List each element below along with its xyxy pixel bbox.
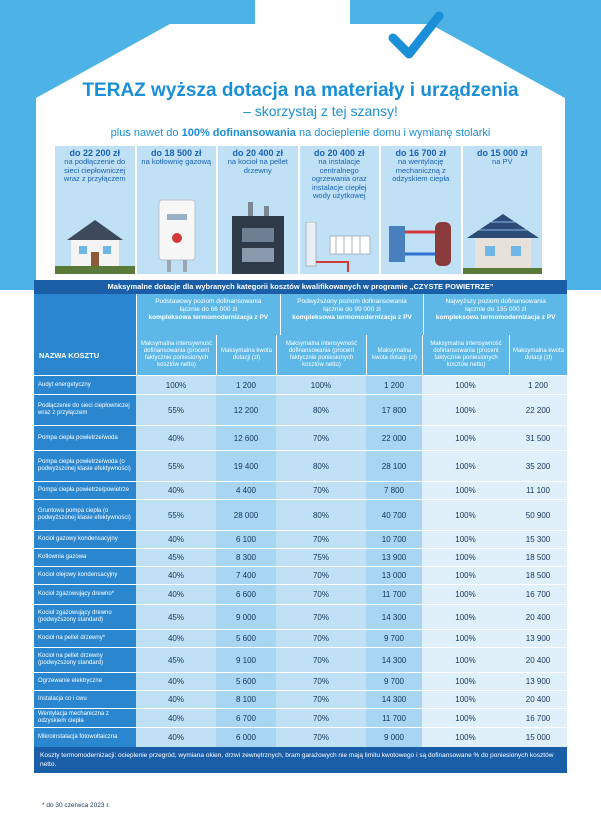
table-cell: 28 000 xyxy=(216,500,276,530)
cost-name: Kocioł zgazowujący drewno (podwyższony standard) xyxy=(34,605,136,629)
sub-amount-2: Maksymalna kwota dotacji (zł) xyxy=(366,335,422,375)
table-cell: 45% xyxy=(136,605,216,629)
table-cell: 55% xyxy=(136,500,216,530)
solar-panel-icon xyxy=(463,204,543,274)
tile-desc: na kotłownię gazową xyxy=(141,157,212,166)
sub-intensity-1: Maksymalna intensywność dofinansowania (procent faktycznie poniesionych kosztów netto) xyxy=(136,335,216,375)
table-cell: 100% xyxy=(422,673,509,690)
table-cell: 40% xyxy=(136,482,216,499)
table-cell: 7 800 xyxy=(366,482,422,499)
table-cell: 100% xyxy=(422,567,509,584)
table-row xyxy=(34,548,567,566)
table-cell: 80% xyxy=(276,451,366,481)
table-cell: 20 400 xyxy=(509,648,567,672)
table-group-header xyxy=(34,294,567,335)
group-l1: Podstawowy poziom dofinansowania xyxy=(155,298,262,305)
table-cell: 14 300 xyxy=(366,648,422,672)
table-cell: 12 600 xyxy=(216,426,276,450)
table-cell: 40% xyxy=(136,567,216,584)
table-row xyxy=(34,394,567,425)
table-cell: 70% xyxy=(276,648,366,672)
table-cell: 5 600 xyxy=(216,673,276,690)
table-cell: 1 200 xyxy=(509,376,567,394)
table-row xyxy=(34,425,567,450)
table-cell: 70% xyxy=(276,426,366,450)
headline: TERAZ wyższa dotacja na materiały i urządzenia xyxy=(82,80,519,101)
table-cell: 40% xyxy=(136,585,216,604)
table-row xyxy=(34,450,567,481)
table-cell: 100% xyxy=(422,691,509,708)
table-cell: 100% xyxy=(422,549,509,566)
table-cell: 45% xyxy=(136,549,216,566)
table-row xyxy=(34,629,567,647)
table-cell: 18 500 xyxy=(509,567,567,584)
table-row xyxy=(34,481,567,499)
cost-name: Audyt energetyczny xyxy=(34,376,136,394)
table-title: Maksymalne dotacje dla wybranych kategorii kosztów kwalifikowanych w programie „CZYSTE POWIETRZE” xyxy=(34,280,567,294)
cost-name: Kocioł na pellet drzewny (podwyższony standard) xyxy=(34,648,136,672)
table-cell: 80% xyxy=(276,500,366,530)
table-cell: 13 900 xyxy=(366,549,422,566)
table-cell: 11 100 xyxy=(509,482,567,499)
cost-name: Kocioł gazowy kondensacyjny xyxy=(34,531,136,548)
table-cell: 100% xyxy=(422,630,509,647)
table-cell: 8 300 xyxy=(216,549,276,566)
table-row xyxy=(34,499,567,530)
table-sub-header xyxy=(34,335,567,375)
table-cell: 14 300 xyxy=(366,605,422,629)
table-cell: 70% xyxy=(276,709,366,727)
tile-central-heating xyxy=(300,146,380,274)
table-row xyxy=(34,690,567,708)
table-cell: 70% xyxy=(276,567,366,584)
table-cell: 100% xyxy=(422,531,509,548)
sub-intensity-3: Maksymalna intensywność dofinansowania (procent faktycznie poniesionych kosztów netto) xyxy=(422,335,509,375)
tile-pellet-boiler xyxy=(218,146,298,274)
table-cell: 9 100 xyxy=(216,648,276,672)
table-cell: 14 300 xyxy=(366,691,422,708)
group-l3: kompleksowa termomodernizacja z PV xyxy=(435,314,556,321)
group-l2: łącznie do 99 000 zł xyxy=(323,306,381,313)
tile-desc: na wentylację mechaniczną z odzyskiem ciepła xyxy=(392,157,450,183)
group-l2: łącznie do 135 000 zł xyxy=(465,306,527,313)
subheadline: – skorzystaj z tej szansy! xyxy=(243,103,398,119)
table-cell: 1 200 xyxy=(366,376,422,394)
table-cell: 100% xyxy=(422,709,509,727)
table-row xyxy=(34,584,567,604)
cost-name: Kotłownia gazowa xyxy=(34,549,136,566)
table-row xyxy=(34,647,567,672)
tagline-bold: 100% dofinansowania xyxy=(181,127,296,139)
tile-amount: do 15 000 zł xyxy=(476,148,528,158)
table-cell: 100% xyxy=(422,648,509,672)
table-cell: 40% xyxy=(136,630,216,647)
group-raised xyxy=(280,294,424,335)
tile-amount: do 18 500 zł xyxy=(150,148,202,158)
tagline xyxy=(38,126,563,140)
table-cell: 9 700 xyxy=(366,630,422,647)
tagline-pre: plus nawet do xyxy=(110,127,182,139)
table-cell: 16 700 xyxy=(509,585,567,604)
table-cell: 100% xyxy=(422,426,509,450)
table-cell: 15 300 xyxy=(509,531,567,548)
cost-name: Pompa ciepła powietrze/woda xyxy=(34,426,136,450)
checkmark-icon xyxy=(385,8,445,63)
table-cell: 100% xyxy=(422,500,509,530)
tile-amount: do 22 200 zł xyxy=(69,148,121,158)
table-cell: 16 700 xyxy=(509,709,567,727)
group-l3: kompleksowa termomodernizacja z PV xyxy=(148,314,269,321)
table-cell: 6 600 xyxy=(216,585,276,604)
table-cell: 28 100 xyxy=(366,451,422,481)
group-l2: łącznie do 66 000 zł xyxy=(179,306,238,313)
table-cell: 4 400 xyxy=(216,482,276,499)
table-cell: 22 200 xyxy=(509,395,567,425)
table-cell: 100% xyxy=(422,728,509,747)
table-cell: 40% xyxy=(136,691,216,708)
col-cost-name: NAZWA KOSZTU xyxy=(34,335,136,375)
table-row xyxy=(34,727,567,747)
table-cell: 10 700 xyxy=(366,531,422,548)
group-highest xyxy=(423,294,567,335)
tile-amount: do 20 400 zł xyxy=(232,148,284,158)
table-cell: 20 400 xyxy=(509,605,567,629)
table-cell: 70% xyxy=(276,728,366,747)
table-cell: 5 600 xyxy=(216,630,276,647)
table-cell: 100% xyxy=(422,395,509,425)
table-cell: 6 700 xyxy=(216,709,276,727)
group-l1: Podwyższony poziom dofinansowania xyxy=(297,298,407,305)
table-cell: 1 200 xyxy=(216,376,276,394)
table-row xyxy=(34,375,567,394)
tile-amount: do 20 400 zł xyxy=(313,148,365,158)
cost-name: Kocioł zgazowujący drewno* xyxy=(34,585,136,604)
table-cell: 100% xyxy=(276,376,366,394)
table-cell: 75% xyxy=(276,549,366,566)
table-cell: 100% xyxy=(422,605,509,629)
hero-text xyxy=(38,80,563,140)
gas-boiler-icon xyxy=(137,194,217,274)
cost-name: Pompa ciepła powietrze/powietrze xyxy=(34,482,136,499)
radiator-icon xyxy=(300,222,380,274)
table-cell: 70% xyxy=(276,585,366,604)
table-cell: 6 000 xyxy=(216,728,276,747)
table-cell: 40% xyxy=(136,709,216,727)
table-cell: 55% xyxy=(136,451,216,481)
table-cell: 31 500 xyxy=(509,426,567,450)
sub-intensity-2: Maksymalna intensywność dofinansowania (procent faktycznie poniesionych kosztów netto) xyxy=(276,335,366,375)
sub-amount-3: Maksymalna kwota dotacji (zł) xyxy=(509,335,567,375)
table-cell: 100% xyxy=(136,376,216,394)
tile-desc: na PV xyxy=(492,157,513,166)
table-cell: 18 500 xyxy=(509,549,567,566)
table-cell: 80% xyxy=(276,395,366,425)
tile-district-heating xyxy=(55,146,135,274)
tile-desc: na podłączenie do sieci ciepłowniczej wraz z przyłączem xyxy=(63,157,126,183)
cost-name: Kocioł na pellet drzewny* xyxy=(34,630,136,647)
footnote: * do 30 czerwca 2023 r. xyxy=(42,802,110,809)
cost-name: Gruntowa pompa ciepła (o podwyższonej klasie efektywności) xyxy=(34,500,136,530)
table-cell: 50 900 xyxy=(509,500,567,530)
group-l1: Najwyższy poziom dofinansowania xyxy=(445,298,546,305)
table-cell: 55% xyxy=(136,395,216,425)
cost-name: Wentylacja mechaniczna z odzyskiem ciepła xyxy=(34,709,136,727)
table-cell: 70% xyxy=(276,630,366,647)
table-cell: 70% xyxy=(276,605,366,629)
pellet-boiler-icon xyxy=(218,202,298,274)
table-row xyxy=(34,604,567,629)
table-cell: 17 800 xyxy=(366,395,422,425)
table-cell: 40% xyxy=(136,728,216,747)
table-cell: 13 900 xyxy=(509,630,567,647)
sub-amount-1: Maksymalna kwota dotacji (zł) xyxy=(216,335,276,375)
table-body xyxy=(34,375,567,747)
cost-name: Mikroinstalacja fotowoltaiczna xyxy=(34,728,136,747)
table-note: Koszty termomodernizacji: ocieplenie przegród, wymiana okien, drzwi zewnętrznych, bram garażowych nie mają limitu kwotowego i są dofinansowane % do poniesionych kosztów netto. xyxy=(34,747,567,773)
tagline-post: na docieplenie domu i wymianę stolarki xyxy=(295,127,491,139)
table-cell: 40% xyxy=(136,673,216,690)
table-cell: 11 700 xyxy=(366,585,422,604)
tile-gas-boiler-room xyxy=(137,146,217,274)
grant-table xyxy=(34,280,567,773)
tile-desc: na kocioł na pellet drzewny xyxy=(227,157,288,175)
table-cell: 11 700 xyxy=(366,709,422,727)
table-row xyxy=(34,672,567,690)
header-blank xyxy=(34,294,136,335)
table-cell: 9 000 xyxy=(216,605,276,629)
cost-name: Podłączenie do sieci ciepłowniczej wraz z przyłączem xyxy=(34,395,136,425)
table-cell: 100% xyxy=(422,482,509,499)
table-cell: 9 000 xyxy=(366,728,422,747)
table-cell: 45% xyxy=(136,648,216,672)
table-cell: 9 700 xyxy=(366,673,422,690)
cost-name: Kocioł olejowy kondensacyjny xyxy=(34,567,136,584)
table-cell: 70% xyxy=(276,691,366,708)
table-row xyxy=(34,708,567,727)
cost-name: Pompa ciepła powietrze/woda (o podwyższonej klasie efektywności) xyxy=(34,451,136,481)
table-cell: 8 100 xyxy=(216,691,276,708)
tile-desc: na instalacje centralnego ogrzewania oraz instalacje ciepłej wody użytkowej xyxy=(311,157,367,200)
table-cell: 70% xyxy=(276,673,366,690)
group-basic xyxy=(136,294,280,335)
grant-tiles xyxy=(55,146,542,274)
table-cell: 12 200 xyxy=(216,395,276,425)
table-cell: 40% xyxy=(136,426,216,450)
group-l3: kompleksowa termomodernizacja z PV xyxy=(292,314,412,321)
table-cell: 100% xyxy=(422,376,509,394)
table-cell: 100% xyxy=(422,451,509,481)
table-cell: 22 000 xyxy=(366,426,422,450)
table-cell: 100% xyxy=(422,585,509,604)
table-row xyxy=(34,566,567,584)
table-cell: 7 400 xyxy=(216,567,276,584)
cost-name: Ogrzewanie elektryczne xyxy=(34,673,136,690)
tile-pv xyxy=(463,146,543,274)
table-cell: 19 400 xyxy=(216,451,276,481)
table-cell: 35 200 xyxy=(509,451,567,481)
ventilation-icon xyxy=(381,210,461,274)
table-cell: 13 000 xyxy=(366,567,422,584)
table-cell: 13 900 xyxy=(509,673,567,690)
table-cell: 15 000 xyxy=(509,728,567,747)
table-cell: 40 700 xyxy=(366,500,422,530)
table-cell: 70% xyxy=(276,531,366,548)
table-cell: 6 100 xyxy=(216,531,276,548)
cost-name: Instalacja co i cwu xyxy=(34,691,136,708)
table-row xyxy=(34,530,567,548)
table-cell: 20 400 xyxy=(509,691,567,708)
table-cell: 40% xyxy=(136,531,216,548)
tile-amount: do 16 700 zł xyxy=(395,148,447,158)
house-icon xyxy=(55,212,135,274)
tile-ventilation xyxy=(381,146,461,274)
table-cell: 70% xyxy=(276,482,366,499)
